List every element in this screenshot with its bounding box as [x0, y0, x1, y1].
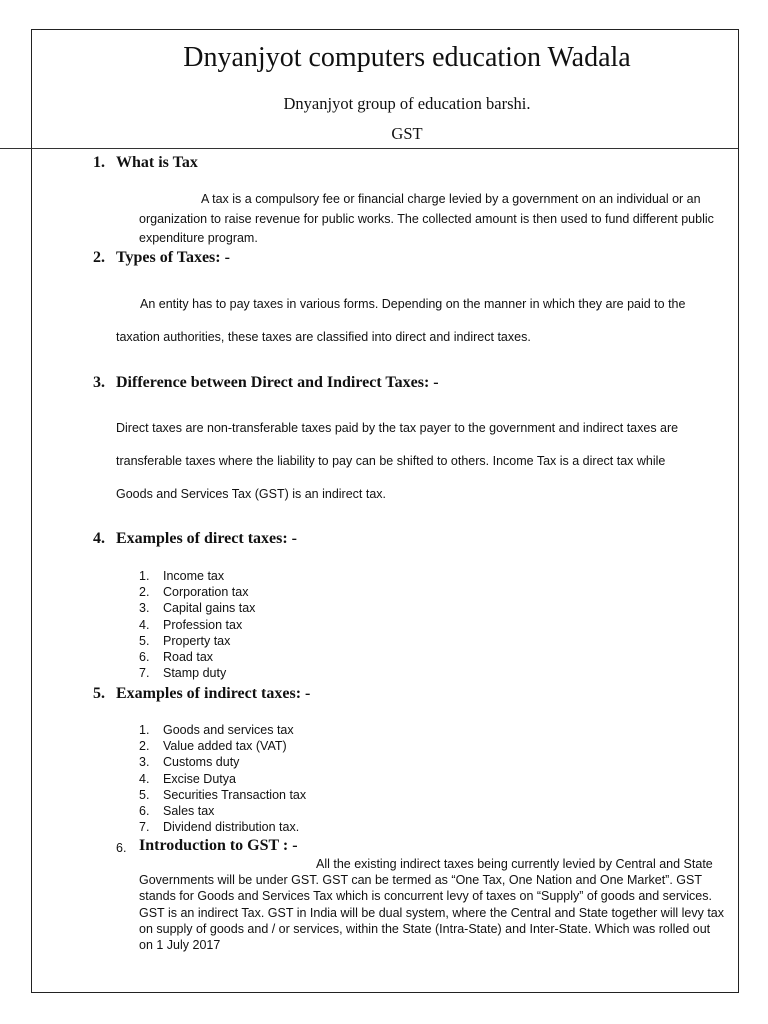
- section-5-number: 5.: [93, 685, 105, 702]
- list-item: [139, 584, 255, 600]
- list-item-number: 3.: [139, 755, 150, 770]
- list-item-text: Sales tax: [163, 803, 215, 818]
- list-item: [139, 568, 255, 584]
- page-border: [31, 29, 739, 993]
- section-6-heading: Introduction to GST : -: [139, 837, 298, 854]
- list-item-text: Value added tax (VAT): [163, 739, 287, 754]
- list-item-text: Corporation tax: [163, 585, 249, 600]
- section-6-paragraph: All the existing indirect taxes being currently levied by Central and State Governments will be under GST. GST can be termed as “One Tax, One Nation and One Market”. GST stands for Goods and Services Tax which is concurrent levy of taxes on “Supply” of goods and services. GST is an indirect Tax. GST in India will be dual system, where the Central and State together will levy tax on supply of goods and / or services, within the State (Intra-State) and Inter-State. Which was rolled out on 1 July 2017: [139, 857, 725, 953]
- list-item-text: Road tax: [163, 649, 214, 664]
- section-1-number: 1.: [93, 154, 105, 171]
- list-item-number: 3.: [139, 601, 150, 616]
- list-item: [139, 633, 255, 649]
- section-2-line-2: taxation authorities, these taxes are classified into direct and indirect taxes.: [116, 330, 531, 344]
- list-item-text: Securities Transaction tax: [163, 787, 307, 802]
- list-item-number: 1.: [139, 569, 150, 583]
- list-item-number: 2.: [139, 585, 150, 600]
- list-item-text: Excise Dutya: [163, 771, 236, 786]
- list-item-number: 7.: [139, 666, 150, 681]
- section-2-line-1: An entity has to pay taxes in various forms. Depending on the manner in which they are paid to the: [140, 297, 686, 311]
- list-item-number: 6.: [139, 649, 150, 664]
- section-2-heading: Types of Taxes: -: [116, 249, 230, 266]
- list-item-number: 1.: [139, 723, 150, 737]
- list-item-text: Customs duty: [163, 755, 240, 770]
- section-4-heading: Examples of direct taxes: -: [116, 530, 297, 547]
- list-item-number: 4.: [139, 771, 150, 786]
- section-5-heading: Examples of indirect taxes: -: [116, 685, 311, 702]
- list-item: [139, 771, 306, 787]
- list-item-number: 5.: [139, 633, 150, 648]
- list-item-text: Dividend distribution tax.: [163, 820, 300, 835]
- list-item: [139, 738, 306, 754]
- section-4-number: 4.: [93, 530, 105, 547]
- section-3-line-3: Goods and Services Tax (GST) is an indirect tax.: [116, 487, 387, 501]
- list-item: [139, 754, 306, 770]
- section-3-line-1: Direct taxes are non-transferable taxes paid by the tax payer to the government and indirect taxes are: [116, 421, 679, 435]
- list-item: [139, 600, 255, 616]
- list-item: [139, 787, 306, 803]
- list-item: [139, 649, 255, 665]
- direct-taxes-list: [139, 568, 255, 681]
- list-item: [139, 722, 306, 738]
- list-item: [139, 819, 306, 835]
- list-item-text: Goods and services tax: [163, 723, 294, 737]
- document-topic: GST: [391, 124, 423, 143]
- section-6-number: 6.: [116, 841, 127, 855]
- document-subtitle: Dnyanjyot group of education barshi.: [283, 94, 531, 113]
- list-item-text: Stamp duty: [163, 666, 227, 681]
- list-item-number: 6.: [139, 803, 150, 818]
- list-item-text: Property tax: [163, 633, 231, 648]
- list-item-text: Income tax: [163, 569, 225, 583]
- section-3-number: 3.: [93, 374, 105, 391]
- list-item-text: Capital gains tax: [163, 601, 256, 616]
- section-2-number: 2.: [93, 249, 105, 266]
- header-divider: [0, 148, 738, 149]
- list-item: [139, 665, 255, 681]
- list-item-number: 4.: [139, 617, 150, 632]
- list-item-number: 2.: [139, 739, 150, 754]
- section-3-heading: Difference between Direct and Indirect Taxes: -: [116, 374, 439, 391]
- section-1-heading: What is Tax: [116, 154, 198, 171]
- section-1-paragraph: A tax is a compulsory fee or financial charge levied by a government on an individual or an organization to raise revenue for public works. The collected amount is then used to fund different public expenditure program.: [139, 192, 714, 245]
- list-item-number: 5.: [139, 787, 150, 802]
- document-title: Dnyanjyot computers education Wadala: [183, 42, 631, 73]
- list-item: [139, 803, 306, 819]
- list-item-text: Profession tax: [163, 617, 243, 632]
- section-3-line-2: transferable taxes where the liability to pay can be shifted to others. Income Tax is a direct tax while: [116, 454, 666, 468]
- indirect-taxes-list: [139, 722, 306, 835]
- list-item-number: 7.: [139, 820, 150, 835]
- list-item: [139, 617, 255, 633]
